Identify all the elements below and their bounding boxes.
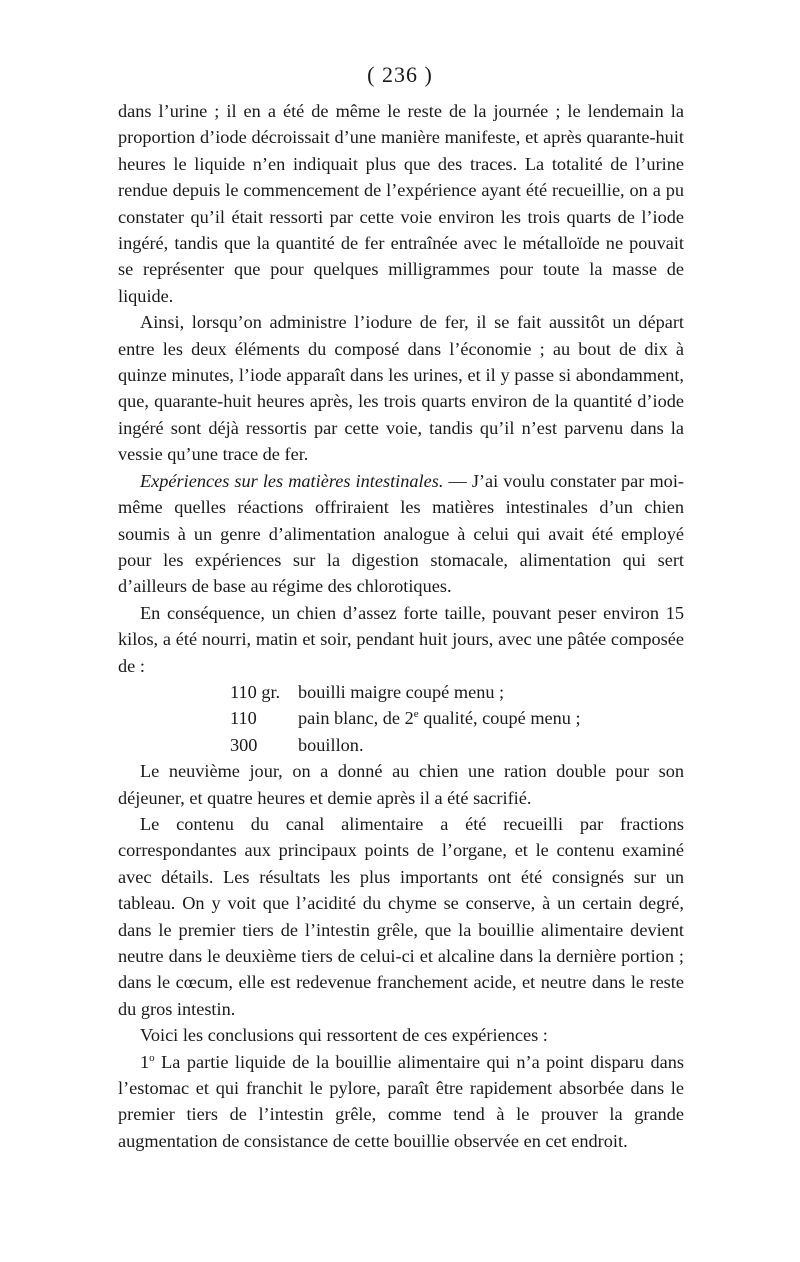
section-heading-intestinal: Expériences sur les matières intestinales. [140,470,444,491]
conclusion-number-sup: o [149,1051,155,1064]
recipe-description: bouillon. [298,734,364,755]
recipe-item [230,732,684,758]
conclusion-text: La partie liquide de la bouillie alimentaire qui n’a point disparu dans l’estomac et qui franchit le pylore, paraît être rapidement absorbée dans le premier tiers de l’intestin grêle, comme tend à le prouver la grande augmentation de consistance de cette bouillie observée en cet endroit. [118,1051,684,1151]
paragraph-conclusions-intro: Voici les conclusions qui ressortent de ces expériences : [140,1025,548,1046]
body-text [118,98,684,1154]
paragraph-ninth-day: Le neuvième jour, on a donné au chien une ration double pour son déjeuner, et quatre heures et demie après il a été sacrifié. [118,761,684,808]
recipe-quantity: 110 gr. [230,681,281,702]
paragraph-urine-iodine: dans l’urine ; il en a été de même le reste de la journée ; le lendemain la proportion d’iode décroissait d’une manière manifeste, et après quarante-huit heures le liquide n’en indiquait plus que des traces. La totalité de l’urine rendue depuis le commencement de l’expérience ayant été recueillie, on a pu constater qu’il était ressorti par cette voie environ les trois quarts de l’iode ingéré, tandis que la quantité de fer entraînée avec le métalloïde ne pouvait se représenter que pour quelques milligrammes pour toute la masse de liquide. [118,101,684,306]
paragraph-iron-iodide: Ainsi, lorsqu’on administre l’iodure de fer, il se fait aussitôt un départ entre les deux éléments du composé dans l’économie ; au bout de dix à quinze minutes, l’iode apparaît dans les urines, et il y passe si abondamment, que, quarante-huit heures après, les trois quarts environ de la quantité d’iode ingéré sont déjà ressortis par cette voie, tandis qu’il n’est parvenu dans la vessie qu’une trace de fer. [118,312,684,465]
recipe-superscript: e [413,708,419,721]
paragraph-alimentary-canal: Le contenu du canal alimentaire a été recueilli par fractions correspondantes aux principaux points de l’organe, et le contenu examiné avec détails. Les résultats les plus importants ont été consignés sur un tableau. On y voit que l’acidité du chyme se conserve, à un certain degré, dans le premier tiers de l’intestin grêle, que la bouillie alimentaire devient neutre dans le deuxième tiers de celui-ci et alcaline dans la dernière portion ; dans le cœcum, elle est redevenue franchement acide, et neutre dans le reste du gros intestin. [118,813,684,1019]
conclusion-number: 1 [140,1051,150,1072]
recipe-list [118,679,684,758]
paragraph-intestinal-experiments [118,468,684,600]
paragraph-dog-feeding: En conséquence, un chien d’assez forte taille, pouvant peser environ 15 kilos, a été nourri, matin et soir, pendant huit jours, avec une pâtée composée de : [118,602,684,676]
recipe-quantity: 300 [230,734,258,755]
recipe-description: bouilli maigre coupé menu ; [298,681,505,702]
paragraph-intestinal-text: — J’ai voulu constater par moi-même quelles réactions offriraient les matières intestinales d’un chien soumis à un genre d’alimentation analogue à celui qui avait été employé pour les expériences sur la digestion stomacale, alimentation qui sert d’ailleurs de base au régime des chlorotiques. [118,470,684,597]
paragraph-conclusion-1 [118,1049,684,1155]
recipe-quantity: 110 [230,708,257,729]
recipe-description-part: qualité, coupé menu ; [418,708,581,729]
recipe-description [298,705,684,731]
recipe-item [230,705,684,731]
recipe-description-part: pain blanc, de 2 [298,708,414,729]
page-number: ( 236 ) [367,62,433,87]
recipe-item [230,679,684,705]
